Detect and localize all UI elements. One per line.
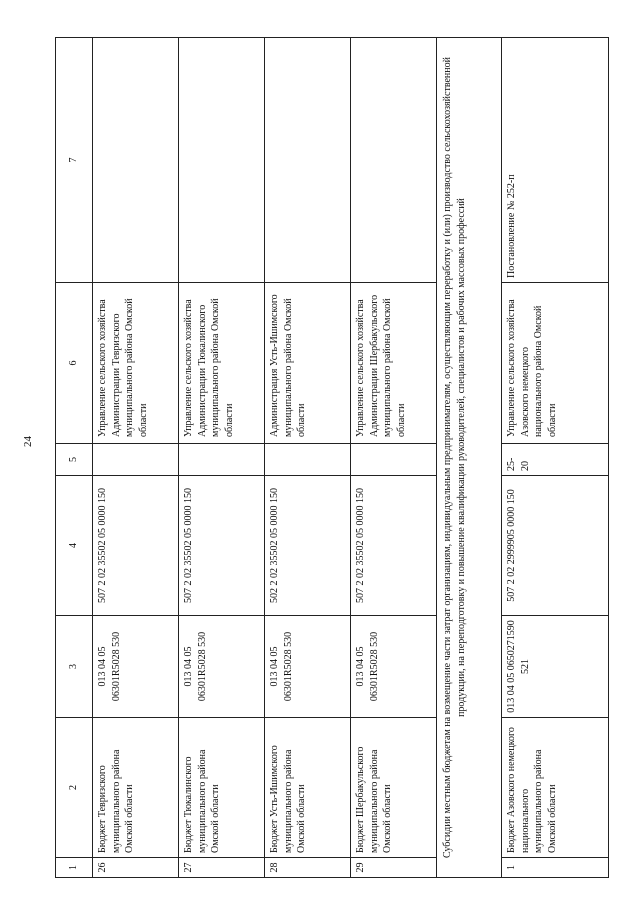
kbk-code: 507 2 02 35502 05 0000 150 bbox=[179, 476, 265, 616]
kbk-code: 507 2 02 35502 05 0000 150 bbox=[351, 476, 437, 616]
table-row bbox=[265, 38, 351, 878]
budget-name: Бюджет Тевризского муниципального района Омской области bbox=[93, 718, 179, 858]
budget-code: 013 04 05 06301R5028 530 bbox=[351, 616, 437, 718]
row-number: 26 bbox=[93, 858, 179, 878]
row-number: 27 bbox=[179, 858, 265, 878]
header-cell: 7 bbox=[56, 38, 93, 283]
budget-code: 013 04 05 06301R5028 530 bbox=[265, 616, 351, 718]
budget-name: Бюджет Тюкалинского муниципального района Омской области bbox=[179, 718, 265, 858]
table-header-row bbox=[56, 38, 93, 878]
legal-basis bbox=[93, 38, 179, 283]
amount-cell bbox=[93, 444, 179, 476]
legal-basis bbox=[265, 38, 351, 283]
subsidy-table bbox=[55, 37, 609, 878]
amount-cell: 25-20 bbox=[502, 444, 609, 476]
header-cell: 1 bbox=[56, 858, 93, 878]
administrator: Управление сельского хозяйства Азовского немецкого национального района Омской области bbox=[502, 283, 609, 444]
rotated-page-content bbox=[55, 38, 585, 878]
subsidy-heading-row bbox=[437, 38, 502, 878]
table-row bbox=[502, 38, 609, 878]
amount-cell bbox=[179, 444, 265, 476]
administrator: Управление сельского хозяйства Администрации Тюкалинского муниципального района Омской области bbox=[179, 283, 265, 444]
legal-basis bbox=[351, 38, 437, 283]
kbk-code: 507 2 02 2999905 0000 150 bbox=[502, 476, 609, 616]
kbk-code: 502 2 02 35502 05 0000 150 bbox=[265, 476, 351, 616]
row-number: 1 bbox=[502, 858, 609, 878]
administrator: Администрация Усть-Ишимского муниципального района Омской области bbox=[265, 283, 351, 444]
table-row bbox=[93, 38, 179, 878]
legal-basis: Постановление № 252-п bbox=[502, 38, 609, 283]
budget-name: Бюджет Шербакульского муниципального района Омской области bbox=[351, 718, 437, 858]
budget-code: 013 04 05 0650271590 521 bbox=[502, 616, 609, 718]
row-number: 29 bbox=[351, 858, 437, 878]
budget-code: 013 04 05 06301R5028 530 bbox=[93, 616, 179, 718]
row-number: 28 bbox=[265, 858, 351, 878]
budget-name: Бюджет Усть-Ишимского муниципального района Омской области bbox=[265, 718, 351, 858]
header-cell: 6 bbox=[56, 283, 93, 444]
kbk-code: 507 2 02 35502 05 0000 150 bbox=[93, 476, 179, 616]
header-cell: 4 bbox=[56, 476, 93, 616]
amount-cell bbox=[265, 444, 351, 476]
budget-name: Бюджет Азовского немецкого национального муниципального района Омской области bbox=[502, 718, 609, 858]
administrator: Управление сельского хозяйства Администрации Шербакульского муниципального района Омской области bbox=[351, 283, 437, 444]
subsidy-heading: Субсидии местным бюджетам на возмещение части затрат организациям, индивидуальным предпринимателям, осуществляющим переработку и (или) производство сельскохозяйственной продукции, на переподготовку и повышение квалификации руководителей, специалистов и рабочих массовых профессий bbox=[437, 38, 502, 878]
legal-basis bbox=[179, 38, 265, 283]
administrator: Управление сельского хозяйства Администрации Тевризского муниципального района Омской области bbox=[93, 283, 179, 444]
budget-code: 013 04 05 06301R5028 530 bbox=[179, 616, 265, 718]
table-row bbox=[179, 38, 265, 878]
table-row bbox=[351, 38, 437, 878]
header-cell: 5 bbox=[56, 444, 93, 476]
page-number: 24 bbox=[22, 436, 34, 447]
header-cell: 2 bbox=[56, 718, 93, 858]
amount-cell bbox=[351, 444, 437, 476]
header-cell: 3 bbox=[56, 616, 93, 718]
